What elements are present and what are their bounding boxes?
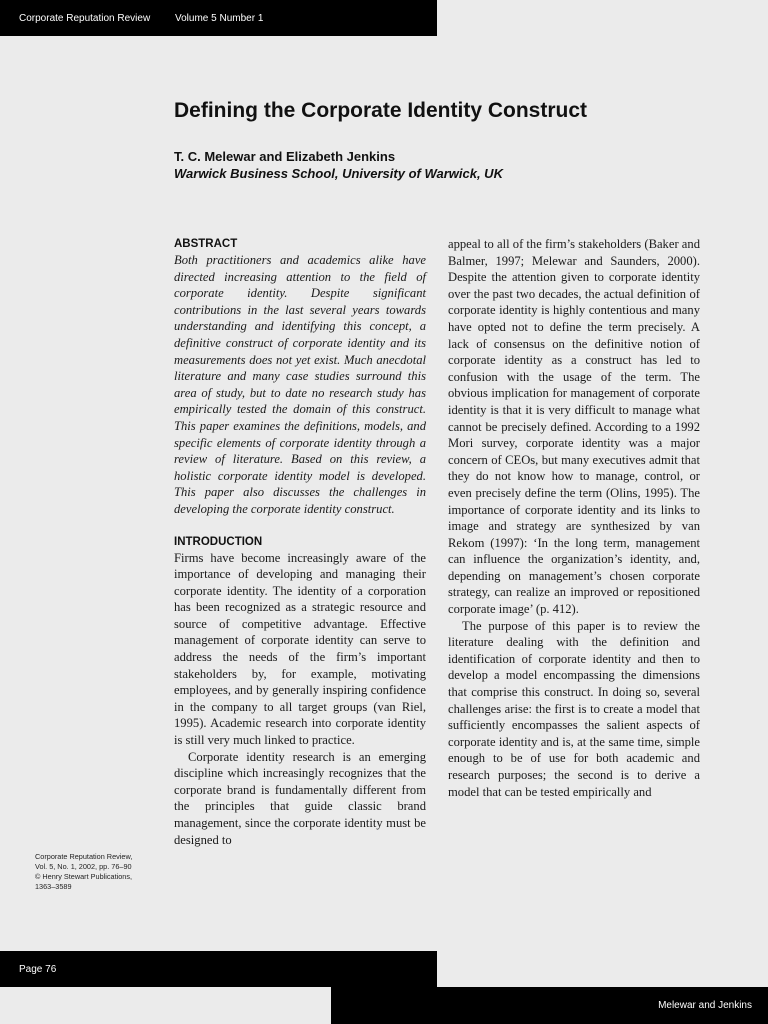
citation-block [35, 852, 155, 892]
citation-line: 1363–3589 [35, 882, 72, 891]
abstract-text: Both practitioners and academics alike have directed increasing attention to the field of corporate identity. Despite significant contributions in the last several years towards understanding and identifying this concept, a definitive construct of corporate identity and its measurements does not yet exist. Much anecdotal literature and many case studies surround this area of study, but to date no research study has empirically tested the domain of this construct. This paper examines the definitions, models, and specific elements of corporate identity through a review of literature. Based on this review, a holistic corporate identity model is developed. This paper also discusses the challenges in developing the corporate identity construct. [174, 253, 426, 516]
running-authors: Melewar and Jenkins [658, 1000, 752, 1011]
body-paragraph-1: appeal to all of the firm’s stakeholders (Baker and Balmer, 1997; Melewar and Saunders, 2000). Despite the attention given to corporate identity over the past two decades, the actual definition of corporate identity is highly contentious and many have opted not to define the term precisely. A lack of consensus on the definitive notion of corporate identity as a construct has led to confusion with the usage of the term. The obvious implication for management of corporate identity is that it is very difficult to manage what cannot be precisely defined. According to a 1992 Mori survey, corporate identity was a major concern of CEOs, but many executives admit that they do not know how to manage, control, or even precisely define the term (Olins, 1995). The importance of corporate identity and its links to image and strategy are synthesized by van Rekom (1997): ‘In the long term, management can influence the organization’s identity, and, depending on management’s chosen corporate strategy, can realize an improved or repositioned corporate image’ (p. 412). [448, 237, 700, 617]
journal-header-bar [0, 0, 437, 36]
abstract-heading: ABSTRACT [174, 238, 238, 250]
citation-line: © Henry Stewart Publications, [35, 872, 133, 881]
running-footer-bar [331, 987, 768, 1024]
article-title: Defining the Corporate Identity Construct [174, 99, 588, 122]
volume-number: Volume 5 Number 1 [175, 13, 264, 24]
citation-line: Vol. 5, No. 1, 2002, pp. 76–90 [35, 862, 132, 871]
journal-name: Corporate Reputation Review [19, 13, 151, 24]
left-column [174, 236, 426, 848]
author-affiliation: Warwick Business School, University of Warwick, UK [174, 166, 503, 181]
introduction-paragraph-1: Firms have become increasingly aware of the importance of developing and managing their corporate identity. The identity of a corporation has been recognized as a strategic resource and source of competitive advantage. Effective management of corporate identity can serve to address the needs of the firm’s important stakeholders by, for example, motivating employees, and by generally inspiring confidence in the company to all target groups (van Riel, 1995). Academic research into corporate identity is still very much linked to practice. [174, 550, 426, 748]
introduction-paragraph-2: Corporate identity research is an emerging discipline which increasingly recognizes that the corporate brand is fundamentally different from the principles that guide classic brand management, since the corporate identity must be designed to [174, 749, 426, 847]
introduction-heading: INTRODUCTION [174, 535, 263, 548]
right-column [448, 236, 700, 800]
citation-line: Corporate Reputation Review, [35, 852, 133, 861]
body-paragraph-2: The purpose of this paper is to review the literature dealing with the definition and identification of corporate identity and then to develop a model encompassing the dimensions that comprise this construct. In doing so, several challenges arise: the first is to create a model that sufficiently encompasses the salient aspects of corporate identity and is, at the same time, simple enough to be of use for both academic and research purposes; the second is to derive a model that can be tested empirically and [448, 618, 700, 799]
page-number: Page 76 [19, 964, 57, 975]
page-footer-bar [0, 951, 437, 987]
article-authors: T. C. Melewar and Elizabeth Jenkins [174, 149, 396, 164]
